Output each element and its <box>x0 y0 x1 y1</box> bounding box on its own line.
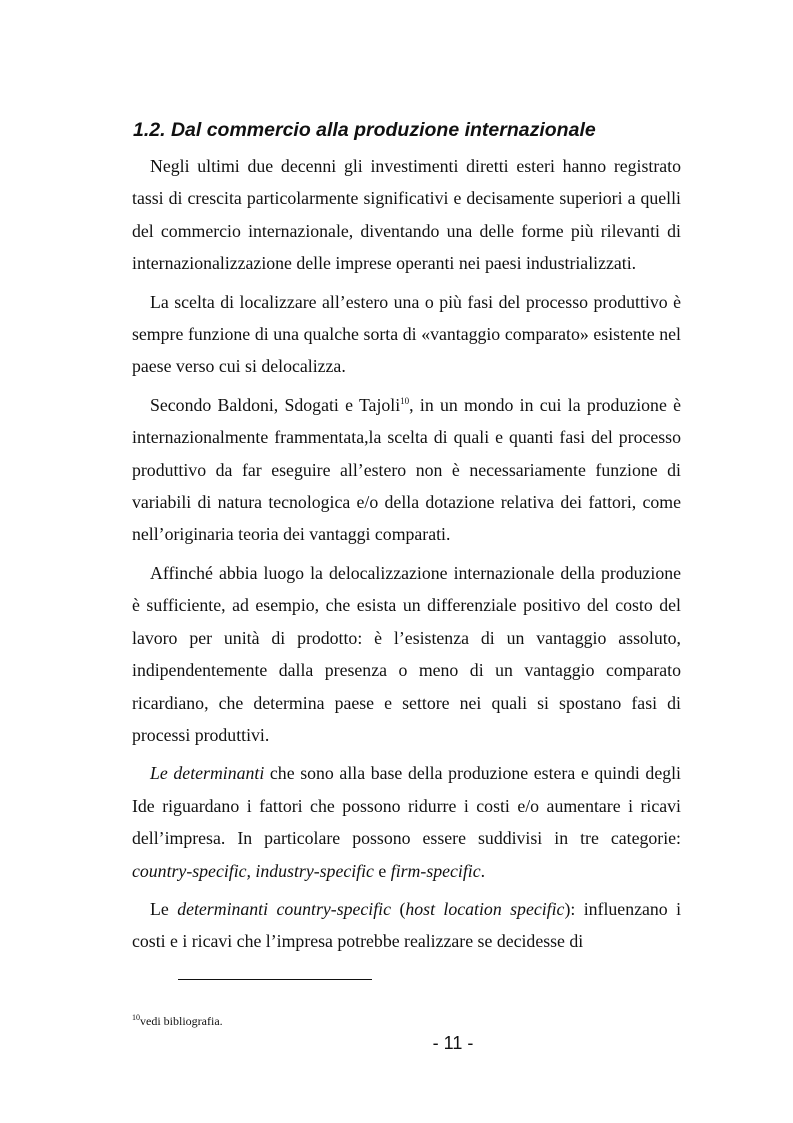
host-location-term: host location specific <box>405 898 565 919</box>
paragraph-6-rest: ): influenzano i costi e i ricavi che l’impresa potrebbe realizzare se decidesse di <box>132 898 682 952</box>
paragraph-6 <box>132 893 681 958</box>
footnote-text: vedi bibliografia. <box>140 1014 223 1028</box>
category-country-industry: country-specific, industry-specific <box>132 860 374 881</box>
paragraph-5-end: . <box>480 860 486 881</box>
paragraph-4: Affinché abbia luogo la delocalizzazione internazionale della produzione è sufficiente, ad esempio, che esista un differenziale positivo del costo del lavoro per unità di prodotto: è l’esistenza di un vantaggio assoluto, indipendentemente dalla presenza o meno di un vantaggio comparato ricardiano, che determina paese e settore nei quali si spostano fasi di processi produttivi. <box>132 562 681 745</box>
footnote-number: 10 <box>132 1013 140 1022</box>
country-specific-term: determinanti country-specific <box>177 898 392 919</box>
paragraph-3-rest: , in un mondo in cui la produzione è internazionalmente frammentata,la scelta di quali e quanti fasi del processo produttivo da far eseguire all’estero non è necessariamente funzione di variabili di natura tecnologica e/o della dotazione relativa dei fattori, come nell’originaria teoria dei vantaggi comparati. <box>132 394 681 545</box>
paragraph-5-text: che sono alla base della produzione estera e quindi degli Ide riguardano i fattori che possono ridurre i costi e/o aumentare i ricavi dell’impresa. In particolare possono essere suddivisi in tre categorie: <box>132 763 681 849</box>
paragraph-1: Negli ultimi due decenni gli investimenti diretti esteri hanno registrato tassi di crescita particolarmente significativi e decisamente superiori a quelli del commercio internazionale, diventando una delle forme più rilevanti di internazionalizzazione delle imprese operanti nei paesi industrializzati. <box>132 156 681 274</box>
paragraph-3 <box>132 389 681 551</box>
paragraph-5 <box>132 757 681 887</box>
footnote <box>132 1013 223 1029</box>
paragraph-3-start: Secondo Baldoni, Sdogati e Tajoli <box>150 394 401 415</box>
paragraph-6-paren: ( <box>391 898 406 919</box>
determinanti-term: Le determinanti <box>150 763 265 784</box>
paragraph-2: La scelta di localizzare all’estero una o più fasi del processo produttivo è sempre funzione di una qualche sorta di «vantaggio comparato» esistente nel paese verso cui si delocalizza. <box>132 291 681 377</box>
footnote-reference[interactable]: 10 <box>400 395 410 406</box>
section-heading: 1.2. Dal commercio alla produzione internazionale <box>133 119 596 141</box>
category-firm: firm-specific <box>390 860 481 881</box>
paragraph-5-conj: e <box>373 860 391 881</box>
body-text <box>132 150 681 964</box>
paragraph-6-start: Le <box>150 898 178 919</box>
footnote-separator <box>178 979 372 980</box>
page-number: - 11 - <box>432 1033 474 1053</box>
